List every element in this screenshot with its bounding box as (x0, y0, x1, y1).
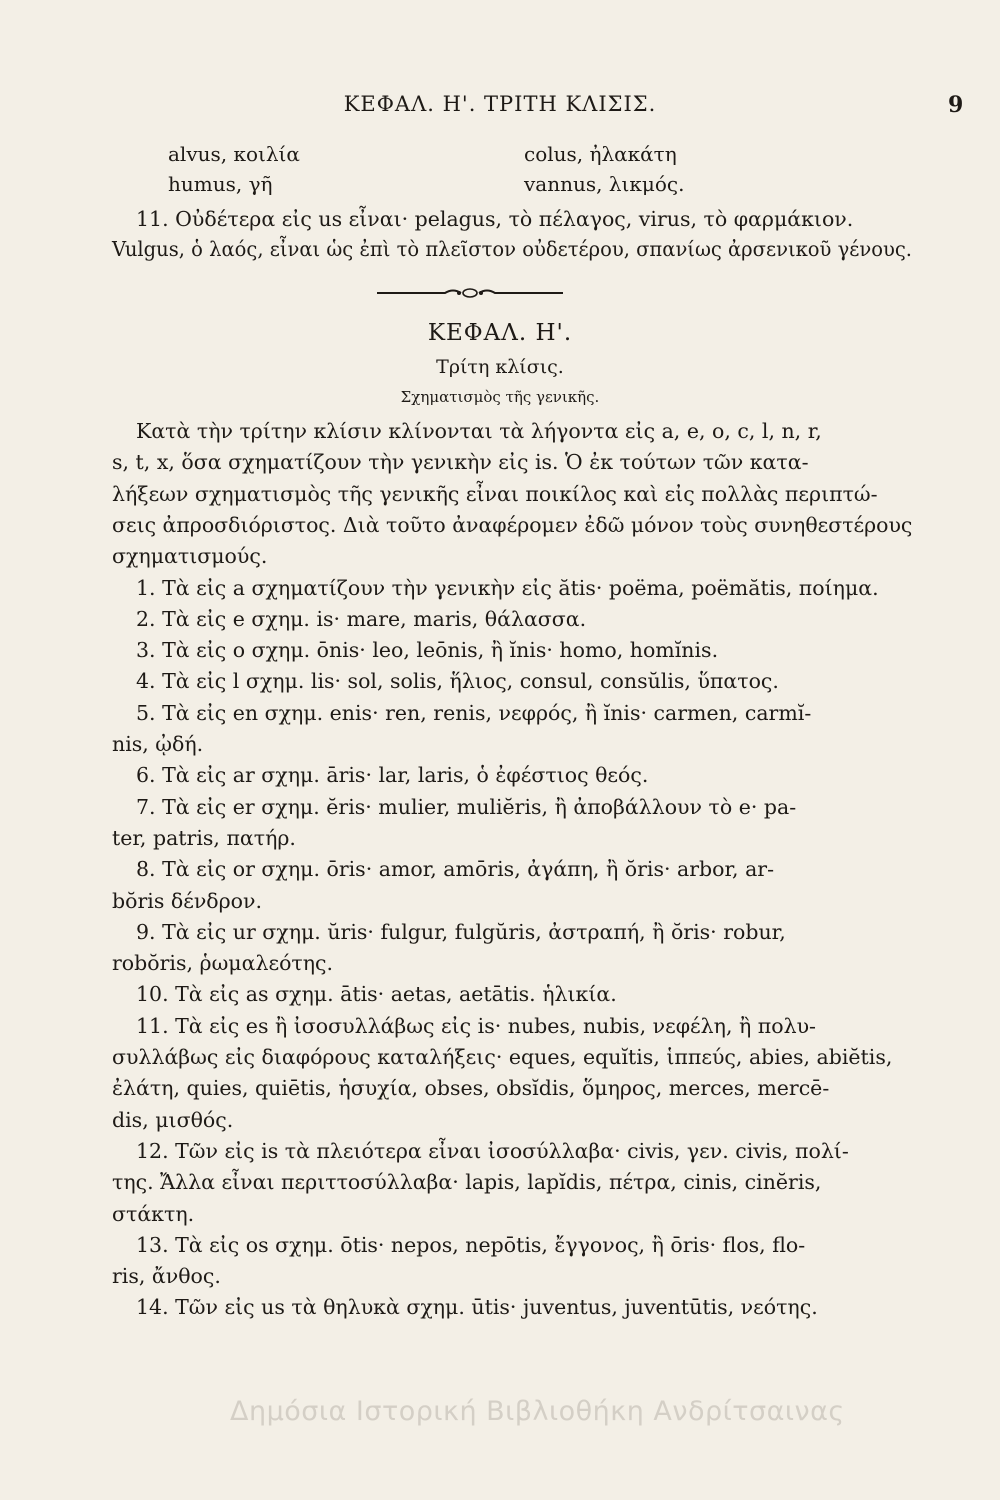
intro-line: 11. Οὐδέτερα εἰς us εἶναι· pelagus, τὸ πέλαγος, virus, τὸ φαρμάκιον. (136, 207, 854, 231)
running-head: ΚΕΦΑΛ. Η'. ΤΡΙΤΗ ΚΛΙΣΙΣ. (343, 92, 657, 116)
body-line: σχηματισμούς. (112, 544, 268, 568)
body-line: bŏris δένδρον. (112, 889, 262, 913)
body-line: 10. Τὰ εἰς as σχημ. ātis· aetas, aetātis. ἡλικία. (136, 982, 617, 1006)
intro-line: Vulgus, ὁ λαός, εἶναι ὡς ἐπὶ τὸ πλεῖστον οὐδετέρου, σπανίως ἀρσενικοῦ γένους. (112, 237, 913, 261)
section-title: Σχηματισμὸς τῆς γενικῆς. (400, 388, 600, 406)
body-line: της. Ἄλλα εἶναι περιττοσύλλαβα· lapis, lapĭdis, πέτρα, cinis, cinĕris, (112, 1170, 822, 1194)
body-line: Κατὰ τὴν τρίτην κλίσιν κλίνονται τὰ λήγοντα εἰς a, e, o, c, l, n, r, (136, 419, 822, 443)
body-line: 9. Τὰ εἰς ur σχημ. ŭris· fulgur, fulgŭris, ἀστραπή, ἢ ŏris· robur, (136, 920, 786, 944)
chapter-subtitle: Τρίτη κλίσις. (436, 356, 564, 378)
body-line: λήξεων σχηματισμὸς τῆς γενικῆς εἶναι ποικίλος καὶ εἰς πολλὰς περιπτώ- (112, 482, 878, 506)
page-number: 9 (948, 92, 964, 118)
glossary-row (168, 142, 728, 166)
body-line: 6. Τὰ εἰς ar σχημ. āris· lar, laris, ὁ ἐφέστιος θεός. (136, 763, 649, 787)
body-line: 11. Τὰ εἰς es ἢ ἰσοσυλλάβως εἰς is· nubes, nubis, νεφέλη, ἢ πολυ- (136, 1014, 816, 1038)
body-line: ris, ἄνθος. (112, 1264, 221, 1288)
body-line: ἐλάτη, quies, quiētis, ἡσυχία, obses, obsĭdis, ὅμηρος, merces, mercē- (112, 1076, 830, 1100)
body-line: 7. Τὰ εἰς er σχημ. ĕris· mulier, muliĕris, ἢ ἀποβάλλουν τὸ e· pa- (136, 795, 797, 819)
body-line: 14. Τῶν εἰς us τὰ θηλυκὰ σχημ. ūtis· juventus, juventūtis, νεότης. (136, 1295, 818, 1319)
body-line: dis, μισθός. (112, 1108, 234, 1132)
body-line: robŏris, ῥωμαλεότης. (112, 951, 334, 975)
library-watermark: Δημόσια Ιστορική Βιβλιοθήκη Ανδρίτσαινας (230, 1396, 845, 1427)
body-line: 12. Τῶν εἰς is τὰ πλειότερα εἶναι ἰσοσύλλαβα· civis, γεν. civis, πολί- (136, 1139, 849, 1163)
body-line: 2. Τὰ εἰς e σχημ. is· mare, maris, θάλασσα. (136, 607, 587, 631)
body-line: συλλάβως εἰς διαφόρους καταλήξεις· eques, equĭtis, ἱππεύς, abies, abiĕtis, (112, 1045, 893, 1069)
body-line: σεις ἀπροσδιόριστος. Διὰ τοῦτο ἀναφέρομεν ἐδῶ μόνον τοὺς συνηθεστέρους (112, 513, 913, 537)
body-line: ter, patris, πατήρ. (112, 826, 296, 850)
glossary-row (168, 172, 728, 196)
body-line: 13. Τὰ εἰς os σχημ. ōtis· nepos, nepōtis, ἔγγονος, ἢ ōris· flos, flo- (136, 1233, 806, 1257)
body-line: 5. Τὰ εἰς en σχημ. enis· ren, renis, νεφρός, ἢ ĭnis· carmen, carmĭ- (136, 701, 812, 725)
body-line: στάκτη. (112, 1202, 195, 1226)
chapter-title: ΚΕΦΑΛ. Η'. (427, 320, 573, 346)
body-line: nis, ᾠδή. (112, 732, 204, 756)
body-line: 1. Τὰ εἰς a σχηματίζουν τὴν γενικὴν εἰς ătis· poëma, poëmătis, ποίημα. (136, 576, 879, 600)
body-line: 3. Τὰ εἰς o σχημ. ōnis· leo, leōnis, ἢ ĭnis· homo, homĭnis. (136, 638, 719, 662)
glossary-left: alvus, κοιλία (168, 142, 300, 166)
ornament-divider-icon (375, 286, 565, 300)
body-line: 8. Τὰ εἰς or σχημ. ōris· amor, amōris, ἀγάπη, ἢ ŏris· arbor, ar- (136, 857, 775, 881)
glossary-right: colus, ἠλακάτη (524, 142, 677, 166)
glossary-left: humus, γῆ (168, 172, 273, 196)
glossary-right: vannus, λικμός. (524, 172, 685, 196)
body-line: s, t, x, ὅσα σχηματίζουν τὴν γενικὴν εἰς is. Ὁ ἐκ τούτων τῶν κατα- (112, 450, 809, 474)
body-line: 4. Τὰ εἰς l σχημ. lis· sol, solis, ἥλιος, consul, consŭlis, ὕπατος. (136, 669, 779, 693)
